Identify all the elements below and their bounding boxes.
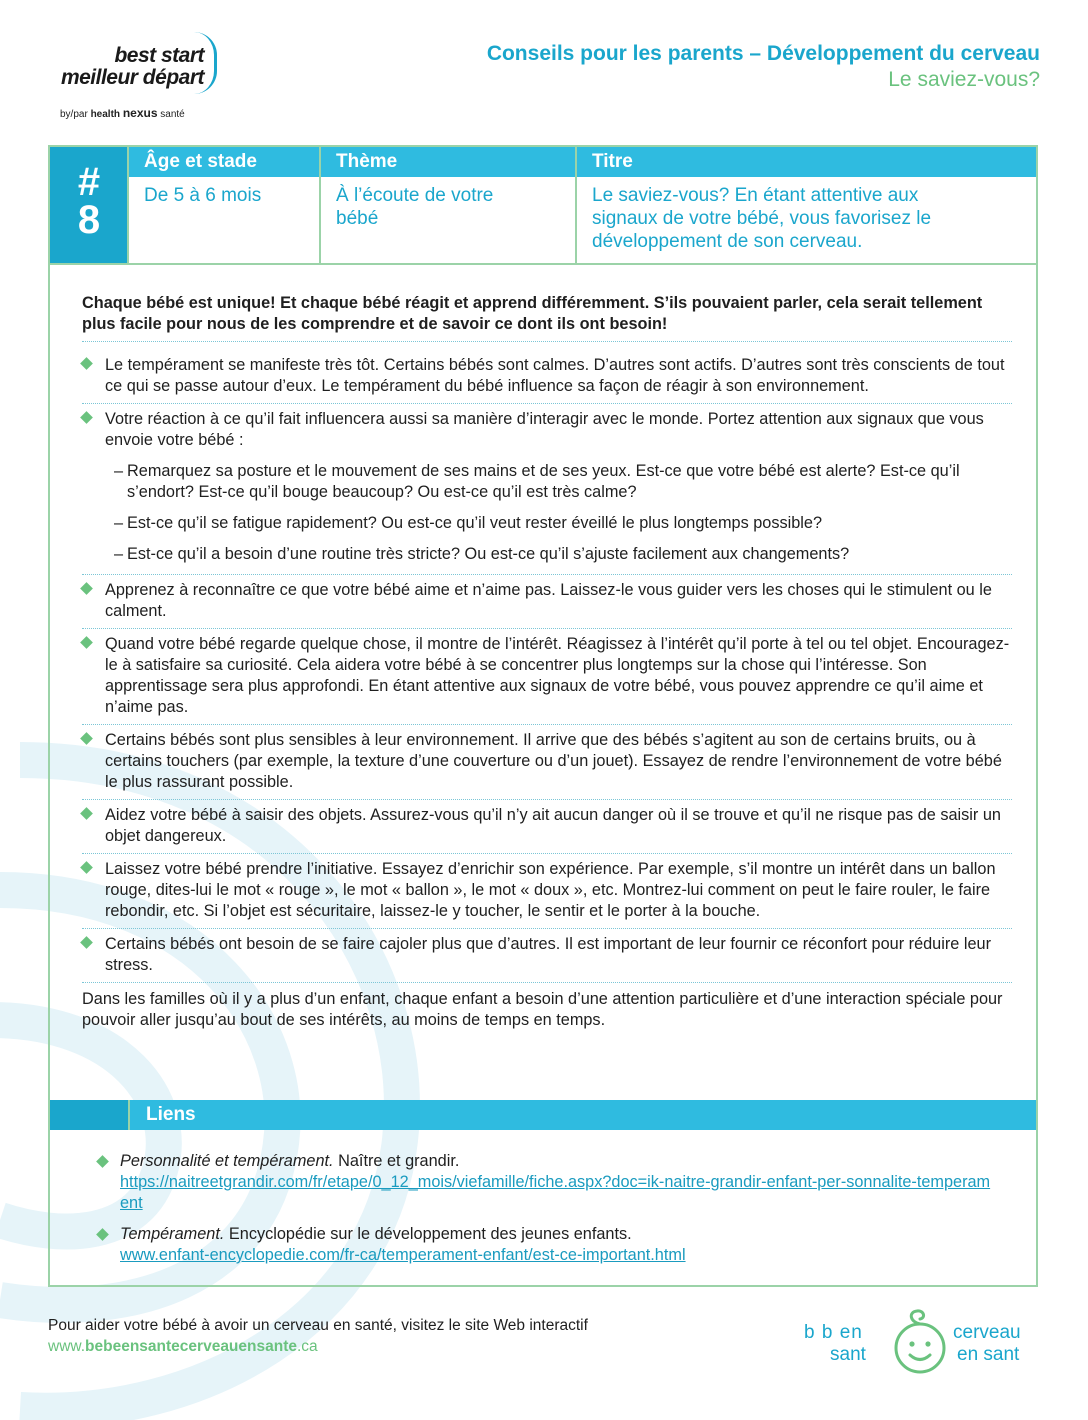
main-content [82, 293, 1012, 1031]
list-item-text: Quand votre bébé regarde quelque chose, il montre de l’intérêt. Réagissez à l’intérêt qu’il porte à tel ou tel objet. Encouragez-le à satisfaire sa curiosité. Cela aidera votre bébé à se concentrer plus longtemps sur la chose qui l’intéresse. Son apprentissage sera plus approfondi. En étant attentive aux signaux de votre bébé, vous pouvez apprendre ce qu’il aime et n’aime pas. [105, 635, 1010, 716]
list-item [82, 629, 1012, 725]
list-item [82, 575, 1012, 629]
col-head-theme: Thème [320, 147, 576, 177]
dash-bullet: – [114, 545, 124, 563]
table-divider [127, 147, 129, 264]
table-divider [575, 147, 577, 264]
list-item [82, 725, 1012, 800]
dash-bullet: – [114, 462, 124, 480]
diamond-bullet-icon [80, 357, 93, 370]
brand-line-2: sant [830, 1344, 866, 1365]
bebe-cerveau-logo [800, 1300, 1040, 1380]
col-head-age: Âge et stade [128, 147, 320, 177]
badge-number: 8 [77, 198, 101, 242]
byline-prefix: by/par [60, 109, 91, 120]
title-value: Le saviez-vous? En étant attentive aux signaux de votre bébé, vous favorisez le développement de son cerveau. [592, 185, 932, 252]
list-item [82, 854, 1012, 929]
links-header-accent [50, 1100, 128, 1130]
reference-link[interactable]: www.enfant-encyclopedie.com/fr-ca/temperament-enfant/est-ce-important.html [120, 1246, 686, 1264]
list-item [82, 350, 1012, 404]
sheet-number-badge [50, 147, 128, 264]
intro-paragraph: Chaque bébé est unique! Et chaque bébé réagit et apprend différemment. S’ils pouvaient parler, cela serait tellement plus facile pour nous de les comprendre et de savoir ce dont ils ont besoin! [82, 293, 1012, 342]
byline-health: health [90, 109, 121, 120]
list-item [82, 929, 1012, 983]
reference-title: Personnalité et tempérament. [120, 1152, 334, 1170]
list-item [82, 404, 1012, 575]
best-start-logo [52, 30, 232, 125]
byline-sante: santé [160, 109, 185, 120]
links-header-divider [128, 1100, 130, 1130]
sub-list-item-text: Est-ce qu’il a besoin d’une routine très stricte? Ou est-ce qu’il s’ajuste facilement aux changements? [127, 545, 850, 563]
diamond-bullet-icon [80, 861, 93, 874]
badge-hash: # [77, 160, 101, 204]
page-title: Conseils pour les parents – Développement du cerveau [486, 42, 1040, 65]
reference-item [98, 1224, 998, 1266]
content-frame [48, 145, 1038, 1287]
list-item-text: Certains bébés sont plus sensibles à leur environnement. Il arrive que des bébés s’agitent au son de certains bruits, ou à certains touchers (par exemple, la texture d’une couverture ou d’un jouet). Essayez de rendre l’environnement de votre bébé le plus rassurant possible. [105, 731, 1002, 791]
age-value: De 5 à 6 mois [144, 185, 262, 206]
closing-paragraph: Dans les familles où il y a plus d’un enfant, chaque enfant a besoin d’une attention particulière et d’une interaction spéciale pour pouvoir aller jusqu’au bout de ses intérêts, au moins de temps en temps. [82, 990, 1003, 1029]
diamond-bullet-icon [80, 936, 93, 949]
sub-list-item-text: Est-ce qu’il se fatigue rapidement? Ou est-ce qu’il veut rester éveillé le plus longtemps possible? [127, 514, 823, 532]
footer-url-suffix: .ca [296, 1338, 318, 1355]
sub-list-item [82, 534, 1012, 568]
reference-text [98, 1151, 998, 1214]
footer-url[interactable] [48, 1336, 588, 1357]
brand-line-3: cerveau [953, 1322, 1021, 1343]
diamond-bullet-icon [80, 582, 93, 595]
footer [48, 1315, 588, 1357]
footer-url-prefix: www. [48, 1338, 86, 1355]
list-item-text: Aidez votre bébé à saisir des objets. Assurez-vous qu’il n’y ait aucun danger où il se trouve et qu’il ne risque pas de saisir un objet dangereux. [105, 806, 1001, 845]
brand-line-4: en sant [957, 1344, 1020, 1365]
reference-title: Tempérament. [120, 1225, 225, 1243]
diamond-bullet-icon [80, 636, 93, 649]
reference-source: Encyclopédie sur le développement des jeunes enfants. [224, 1225, 632, 1243]
brand-line-1: b b en [804, 1322, 863, 1343]
list-item-text: Le tempérament se manifeste très tôt. Certains bébés sont calmes. D’autres sont actifs. D’autres sont très conscients de tout ce qui se passe autour d’eux. Le tempérament du bébé influence sa façon de réagir à son environnement. [105, 356, 1005, 395]
footer-text: Pour aider votre bébé à avoir un cerveau en santé, visitez le site Web interactif [48, 1317, 588, 1334]
theme-value: À l’écoute de votre bébé [336, 185, 494, 229]
logo-byline [60, 106, 185, 120]
page-subtitle: Le saviez-vous? [888, 68, 1040, 91]
sub-list-item [82, 451, 1012, 503]
reference-item [98, 1151, 998, 1214]
links-section-header [50, 1100, 1036, 1130]
dash-bullet: – [114, 514, 124, 532]
sub-list-item-text: Remarquez sa posture et le mouvement de ses mains et de ses yeux. Est-ce que votre bébé est alerte? Est-ce qu’il s’endort? Est-ce qu’il bouge beaucoup? Ou est-ce qu’il est très calme? [127, 462, 960, 501]
reference-source: Naître et grandir. [333, 1152, 460, 1170]
byline-nexus: nexus [122, 106, 158, 120]
footer-url-main: bebeensantecerveauensante [85, 1338, 297, 1355]
list-item-text: Laissez votre bébé prendre l’initiative. Essayez d’enrichir son expérience. Par exemple, s’il montre un intérêt dans un ballon rouge, dites-lui le mot « rouge », le mot « ballon », le mot « doux », etc. Montrez-lui comment on peut le faire rouler, le faire rebondir, etc. Si l’objet est sécuritaire, laissez-le y toucher, le sentir et le porter à la bouche. [105, 860, 996, 920]
list-item-text: Certains bébés ont besoin de se faire cajoler plus que d’autres. Il est important de leur fournir ce réconfort pour réduire leur stress. [105, 935, 992, 974]
list-item-text: Votre réaction à ce qu’il fait influencera aussi sa manière d’interagir avec le monde. Portez attention aux signaux que vous envoie votre bébé : [105, 410, 984, 449]
table-bottom-border [50, 263, 1036, 265]
smiley-face-icon [890, 1308, 950, 1374]
reference-link[interactable]: https://naitreetgrandir.com/fr/etape/0_12_mois/viefamille/fiche.aspx?doc=ik-naitre-grandir-enfant-per-sonnalite-temperament [120, 1173, 991, 1212]
diamond-bullet-icon [80, 411, 93, 424]
list-item-text: Apprenez à reconnaître ce que votre bébé aime et n’aime pas. Laissez-le vous guider vers les choses qui le stimulent ou le calment. [105, 581, 992, 620]
logo-line-2: meilleur départ [60, 66, 204, 89]
diamond-bullet-icon [80, 732, 93, 745]
logo-parenthesis-icon [194, 32, 217, 94]
diamond-bullet-icon [80, 807, 93, 820]
list-item [82, 800, 1012, 854]
sub-list-item [82, 503, 1012, 534]
logo-line-1: best start [114, 44, 204, 67]
links-heading: Liens [146, 1104, 196, 1125]
table-divider [319, 147, 321, 264]
col-head-title: Titre [576, 147, 1036, 177]
reference-text [98, 1224, 998, 1266]
